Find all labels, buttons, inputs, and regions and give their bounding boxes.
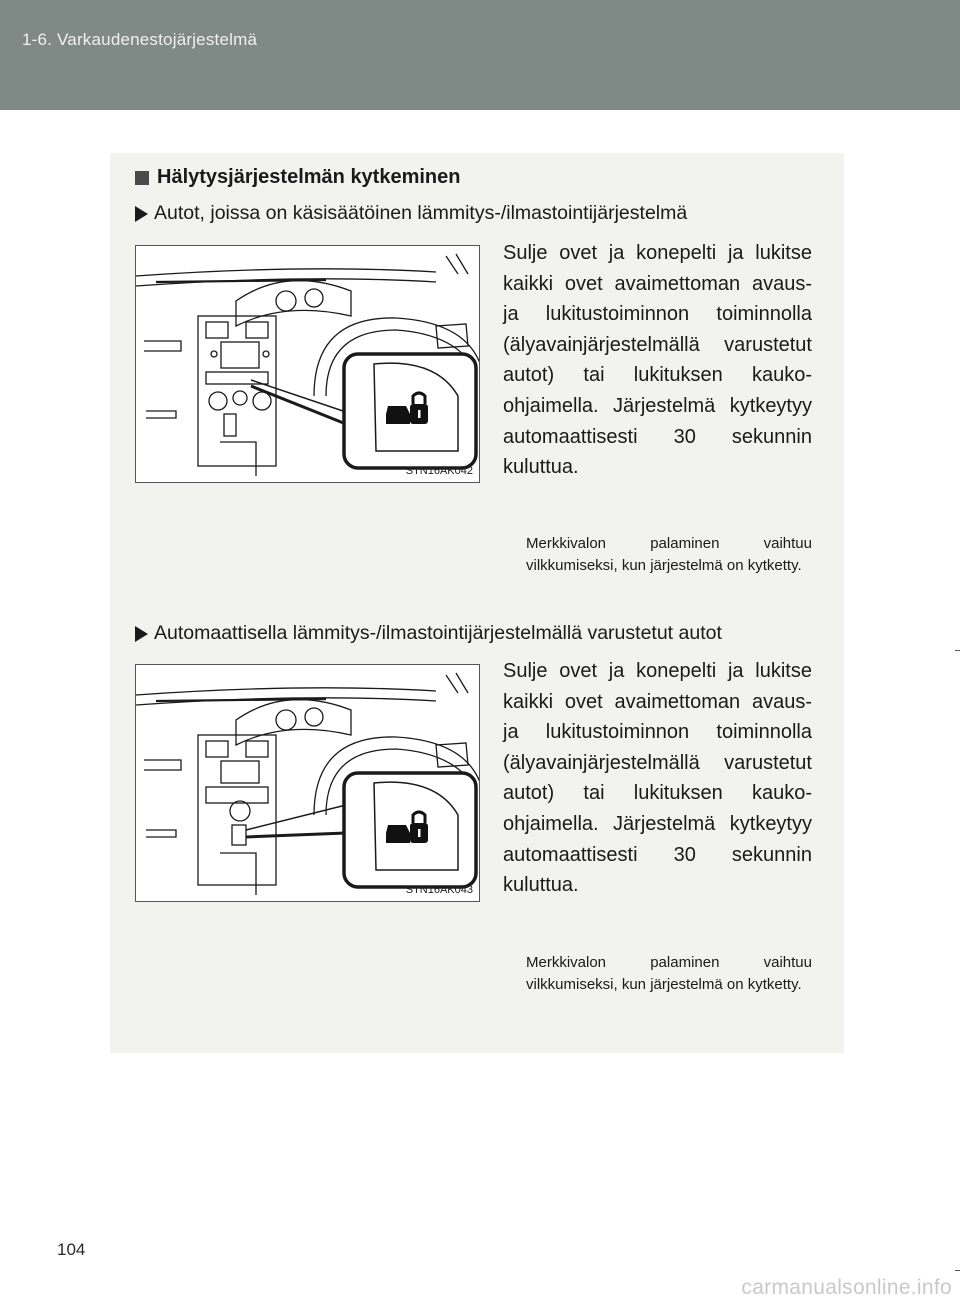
instruction-text: Sulje ovet ja konepelti ja lukitse kaikki ovet avaimettoman avaus- ja lukitustoiminnon toiminnolla (älyavainjärjestelmällä varustetut autot) tai lukituksen kauko-ohjaimella. Järjestelmä kytkeytyy automaattisesti 30 sekunnin kuluttua. [503,242,812,479]
dashboard-illustration-manual-ac [135,245,480,483]
margin-tick [955,650,960,651]
margin-tick [955,1270,960,1271]
dashboard-drawing [136,246,480,483]
section-heading-text: Hälytysjärjestelmän kytkeminen [157,166,461,188]
subheading-manual-ac [135,202,687,225]
figure-code: STN16AK043 [405,884,473,896]
note-text: Merkkivalon palaminen vaihtuu vilkkumiseksi, kun järjestelmä on kytketty. [526,535,812,574]
triangle-bullet-icon [135,206,148,222]
section-heading [135,166,461,189]
dashboard-drawing [136,665,480,902]
subheading-text: Autot, joissa on käsisäätöinen lämmitys-/ilmastointijärjestelmä [154,202,688,224]
header-band [0,0,960,110]
square-bullet-icon [135,171,149,185]
triangle-bullet-icon [135,626,148,642]
watermark: carmanualsonline.info [741,1276,952,1299]
dashboard-illustration-automatic-ac [135,664,480,902]
subheading-text: Automaattisella lämmitys-/ilmastointijärjestelmällä varustetut autot [154,622,722,644]
page-number: 104 [57,1240,86,1259]
instruction-text: Sulje ovet ja konepelti ja lukitse kaikki ovet avaimettoman avaus- ja lukitustoiminnon toiminnolla (älyavainjärjestelmällä varustetut autot) tai lukituksen kauko-ohjaimella. Järjestelmä kytkeytyy automaattisesti 30 sekunnin kuluttua. [503,660,812,897]
note-text: Merkkivalon palaminen vaihtuu vilkkumiseksi, kun järjestelmä on kytketty. [526,954,812,993]
subheading-automatic-ac [135,622,722,645]
figure-code: STN16AK042 [405,465,473,477]
section-title: 1-6. Varkaudenestojärjestelmä [22,30,258,49]
